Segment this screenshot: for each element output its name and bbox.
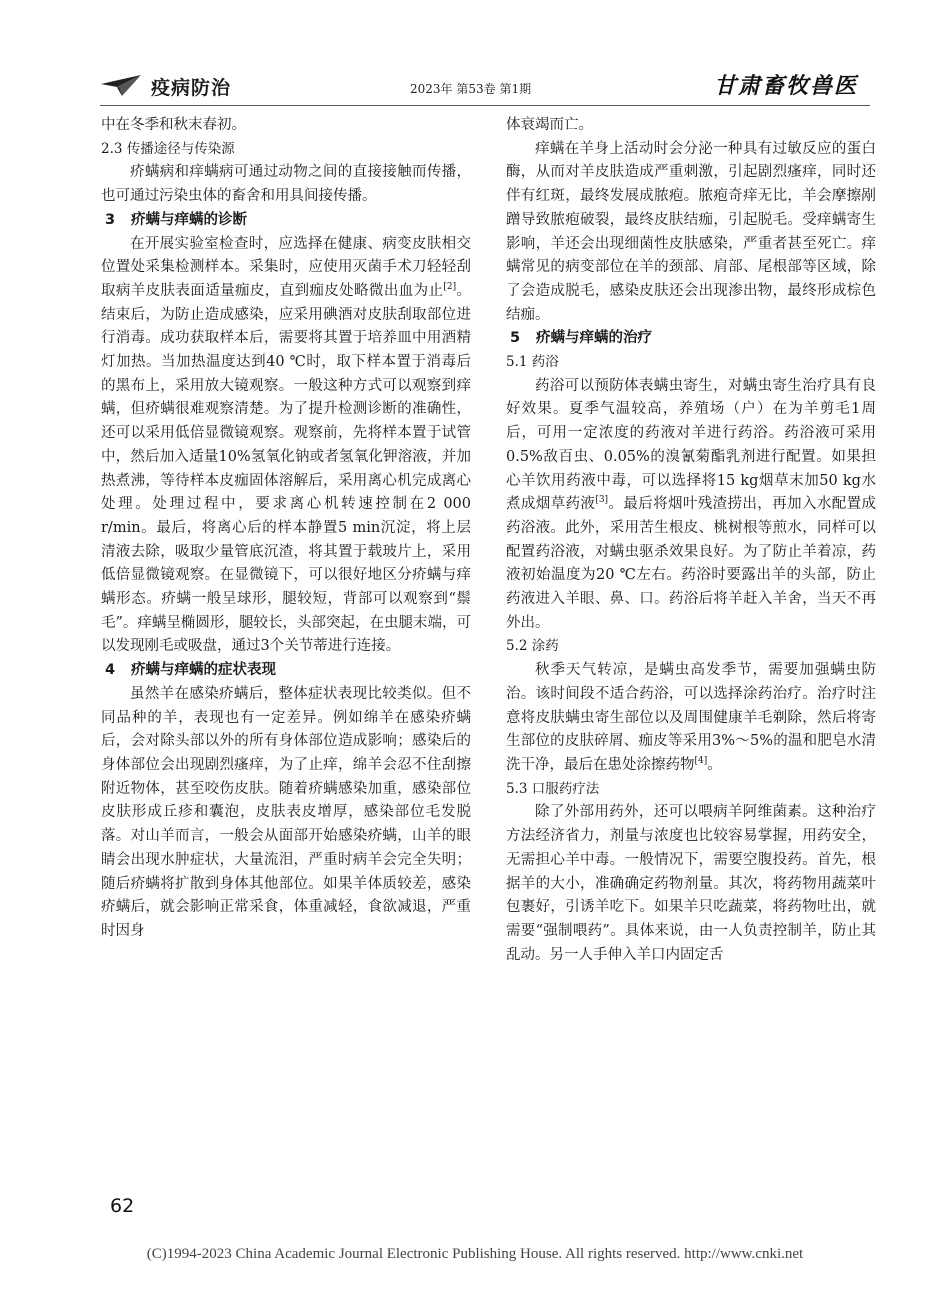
page-number: 62 [110,1195,135,1217]
section-number: 3 [105,211,116,228]
paragraph-text: 在开展实验室检查时，应选择在健康、病变皮肤相交位置处采集检测样本。采集时，应使用灭菌手术刀轻轻刮取病羊皮肤表面适量痂皮，直到痂皮处略微出血为止 [101,235,471,299]
subsection-heading: 5.3 口服药疗法 [506,780,600,797]
paragraph [506,114,876,138]
left-column [101,114,471,944]
section-title: 疥螨与痒螨的诊断 [131,211,247,228]
section-number: 4 [105,662,116,679]
paragraph-text: 痒螨在羊身上活动时会分泌一种具有过敏反应的蛋白酶，从而对羊皮肤造成严重刺激，引起剧烈瘙痒，同时还伴有红斑，最终发展成脓疱。脓疱奇痒无比，羊会摩擦剐蹭导致脓疱破裂，最终皮肤结痂，引起脱毛。受痒螨寄生影响，羊还会出现细菌性皮肤感染，严重者甚至死亡。痒螨常见的病变部位在羊的颈部、肩部、尾根部等区域，除了会造成脱毛，感染皮肤还会出现渗出物，最终形成棕色结痂。 [506,140,876,323]
paragraph [101,233,471,660]
section-title: 疥螨与痒螨的治疗 [536,330,652,347]
section-name: 疫病防治 [151,77,232,99]
subsection-heading: 5.2 涂药 [506,638,559,655]
subsection-heading: 5.1 药浴 [506,354,559,371]
paragraph-text: 虽然羊在感染疥螨后，整体症状表现比较类似。但不同品种的羊，表现也有一定差异。例如绵羊在感染疥螨后，会对除头部以外的所有身体部位造成影响；感染后的身体部位会出现剧烈瘙痒，为了止痒，绵羊会忍不住刮擦附近物体，甚至咬伤皮肤。随着疥螨感染加重，感染部位皮肤形成丘疹和囊泡，皮肤表皮增厚，感染部位毛发脱落。对山羊而言，一般会从面部开始感染疥螨，山羊的眼睛会出现水肿症状，大量流泪，严重时病羊会完全失明；随后疥螨将扩散到身体其他部位。如果羊体质较差，感染疥螨后，就会影响正常采食，体重减轻，食欲减退，严重时因身 [101,685,471,939]
paragraph-text: 体衰竭而亡。 [506,117,593,133]
section-heading [506,327,876,351]
citation: [3] [595,495,609,506]
paper-plane-icon [100,72,142,98]
journal-name: 甘肃畜牧兽医 [713,73,858,99]
paragraph [101,161,471,208]
paragraph-text: 中在冬季和秋末春初。 [101,117,246,133]
paragraph [506,138,876,328]
paragraph-text: 。 [707,756,722,773]
section-number: 5 [510,330,521,347]
issue-info: 2023年 第53卷 第1期 [410,82,532,96]
paragraph [101,683,471,944]
paragraph-text: 。最后将烟叶残渣捞出，再加入水配置成药浴液。此外，采用苦生根皮、桃树根等煎水，同样可以配置药浴液，对螨虫驱杀效果良好。为了防止羊着凉，药液初始温度为20 ℃左右。药浴时要露出羊的头部，防止药液进入羊眼、鼻、口。药浴后将羊赶入羊舍，当天不再外出。 [506,496,876,631]
section-heading [101,209,471,233]
paragraph-text: 除了外部用药外，还可以喂病羊阿维菌素。这种治疗方法经济省力，剂量与浓度也比较容易掌握，用药安全，无需担心羊中毒。一般情况下，需要空腹投药。首先，根据羊的大小，准确确定药物剂量。其次，将药物用蔬菜叶包裹好，引诱羊吃下。如果羊只吃蔬菜，将药物吐出，就需要“强制喂药”。具体来说，由一人负责控制羊，防止其乱动。另一人手伸入羊口内固定舌 [506,804,876,963]
section-heading [101,659,471,683]
section-title: 疥螨与痒螨的症状表现 [131,662,276,679]
paragraph [506,801,876,967]
paragraph-text: 疥螨病和痒螨病可通过动物之间的直接接触而传播，也可通过污染虫体的畜舍和用具间接传播。 [101,164,471,205]
citation: [4] [694,756,708,767]
right-column [506,114,876,967]
paragraph [506,659,876,778]
paragraph [506,375,876,636]
paragraph-text: 秋季天气转凉，是螨虫高发季节，需要加强螨虫防治。该时间段不适合药浴，可以选择涂药治疗。治疗时注意将皮肤螨虫寄生部位以及周围健康羊毛剃除，然后将寄生部位的皮肤碎屑、痂皮等采用3%～5%的温和肥皂水清洗干净，最后在患处涂擦药物 [506,662,876,773]
paragraph [101,114,471,138]
copyright-line: (C)1994-2023 China Academic Journal Electronic Publishing House. All rights reserved. http://www.cnki.net [146,1246,804,1262]
subsection-heading: 2.3 传播途径与传染源 [101,140,235,157]
citation: [2] [443,282,457,293]
paragraph-text: 药浴可以预防体表螨虫寄生，对螨虫寄生治疗具有良好效果。夏季气温较高，养殖场（户）在为羊剪毛1周后，可用一定浓度的药液对羊进行药浴。药浴液可采用0.5%敌百虫、0.05%的溴氰菊酯乳剂进行配置。如果担心羊饮用药液中毒，可以选择将15 kg烟草末加50 kg水煮成烟草药液 [506,377,876,513]
header-rule [100,105,870,106]
paragraph-text: 。结束后，为防止造成感染，应采用碘酒对皮肤刮取部位进行消毒。成功获取样本后，需要将其置于培养皿中用酒精灯加热。当加热温度达到40 ℃时，取下样本置于消毒后的黑布上，采用放大镜观察。一般这种方式可以观察到痒螨，但疥螨很难观察清楚。为了提升检测诊断的准确性，还可以采用低倍显微镜观察。观察前，先将样本置于试管中，然后加入适量10%氢氧化钠或者氢氧化钾溶液，并加热煮沸，等待样本皮痂固体溶解后，采用离心机完成离心处理。处理过程中，要求离心机转速控制在2 000 r/min。最后，将离心后的样本静置5 min沉淀，将上层清液去除，吸取少量管底沉渣，将其置于载玻片上，采用低倍显微镜观察。在显微镜下，可以很好地区分疥螨与痒螨形态。疥螨一般呈球形，腿较短，背部可以观察到“鬃毛”。痒螨呈椭圆形，腿较长，头部突起，在虫腿末端，可以发现刚毛或吸盘，通过3个关节蒂进行连接。 [101,282,472,655]
page-header [0,0,950,115]
